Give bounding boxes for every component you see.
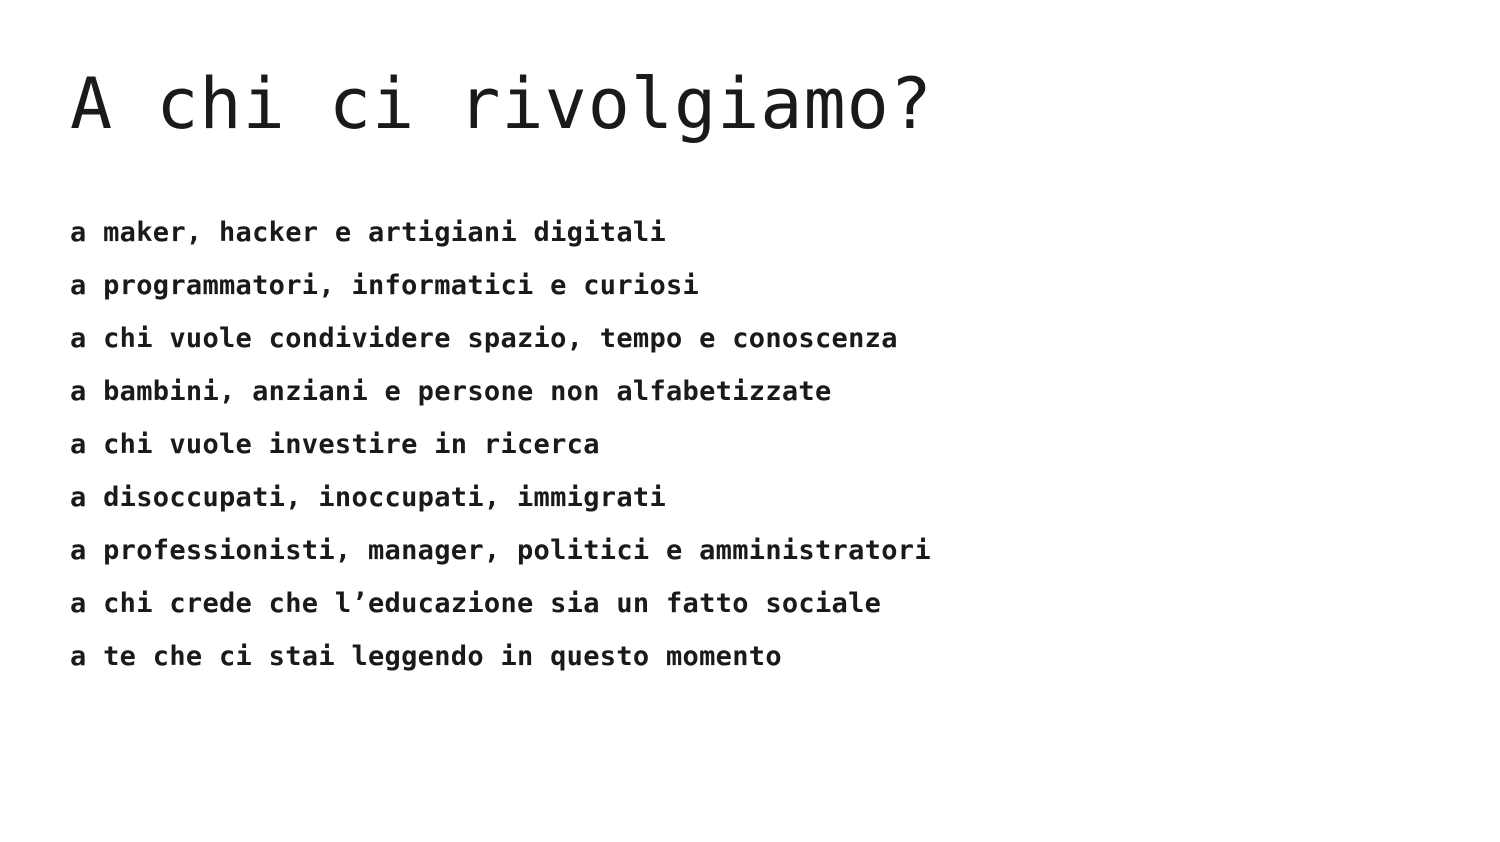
list-item: a professionisti, manager, politici e amministratori xyxy=(70,535,931,566)
audience-list xyxy=(70,213,931,690)
list-item: a chi vuole condividere spazio, tempo e conoscenza xyxy=(70,323,898,354)
list-item: a maker, hacker e artigiani digitali xyxy=(70,217,666,248)
list-item: a chi vuole investire in ricerca xyxy=(70,429,600,460)
list-item: a disoccupati, inoccupati, immigrati xyxy=(70,482,666,513)
list-item: a bambini, anziani e persone non alfabetizzate xyxy=(70,376,832,407)
slide-title: A chi ci rivolgiamo? xyxy=(70,63,933,145)
list-item: a programmatori, informatici e curiosi xyxy=(70,270,700,301)
list-item: a chi crede che l’educazione sia un fatto sociale xyxy=(70,588,882,619)
list-item: a te che ci stai leggendo in questo momento xyxy=(70,641,782,672)
